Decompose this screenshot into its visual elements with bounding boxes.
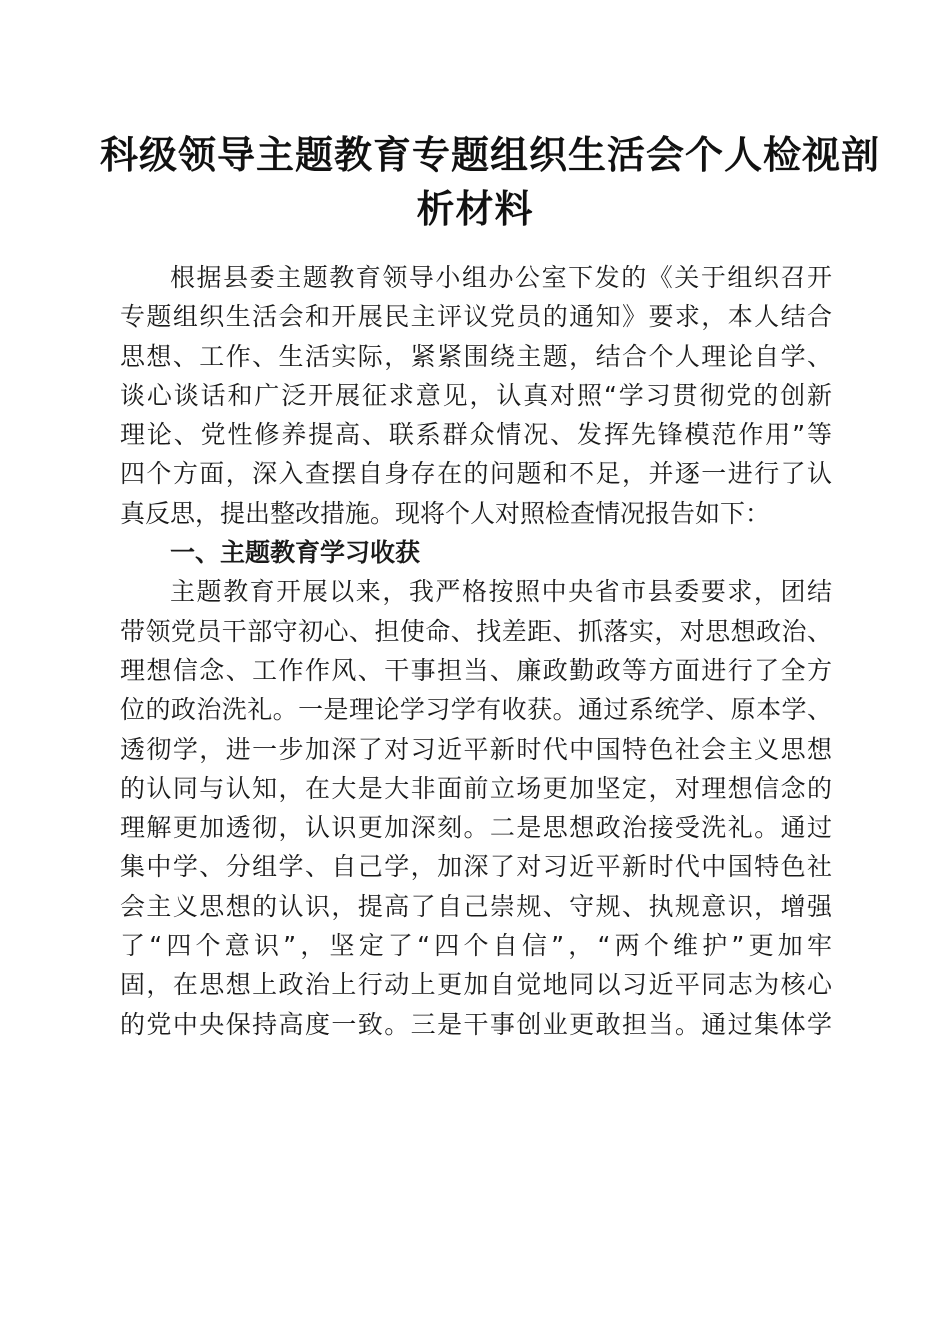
paragraph-section-1 bbox=[120, 572, 832, 1044]
title-line-2: 析材料 bbox=[416, 186, 534, 231]
text-line: 的认同与认知，在大是大非面前立场更加坚定，对理想信念的 bbox=[120, 773, 832, 803]
text-line: 主题教育开展以来，我严格按照中央省市县委要求，团结 bbox=[170, 577, 832, 607]
text-line: 集中学、分组学、自己学，加深了对习近平新时代中国特色社 bbox=[120, 852, 832, 882]
text-line: 透彻学，进一步加深了对习近平新时代中国特色社会主义思想 bbox=[120, 734, 832, 764]
text-line: 了“四个意识”，坚定了“四个自信”，“两个维护”更加牢 bbox=[120, 931, 832, 961]
document-title bbox=[100, 128, 881, 236]
text-line: 的党中央保持高度一致。三是干事创业更敢担当。通过集体学 bbox=[120, 1009, 832, 1039]
text-line: 理论、党性修养提高、联系群众情况、发挥先锋模范作用”等 bbox=[120, 420, 832, 450]
text-line: 思想、工作、生活实际，紧紧围绕主题，结合个人理论自学、 bbox=[120, 341, 832, 371]
text-line: 根据县委主题教育领导小组办公室下发的《关于组织召开 bbox=[170, 263, 832, 292]
text-line: 会主义思想的认识，提高了自己崇规、守规、执规意识，增强 bbox=[120, 891, 832, 921]
title-line-1: 科级领导主题教育专题组织生活会个人检视剖 bbox=[100, 132, 881, 177]
text-line: 理解更加透彻，认识更加深刻。二是思想政治接受洗礼。通过 bbox=[120, 813, 832, 843]
section-heading-1: 一、主题教育学习收获 bbox=[170, 538, 421, 568]
paragraph-intro bbox=[120, 258, 832, 533]
document-body bbox=[120, 258, 832, 1044]
text-line: 真反思，提出整改措施。现将个人对照检查情况报告如下： bbox=[120, 498, 771, 528]
text-line: 谈心谈话和广泛开展征求意见，认真对照“学习贯彻党的创新 bbox=[120, 380, 832, 410]
text-line: 理想信念、工作作风、干事担当、廉政勤政等方面进行了全方 bbox=[120, 655, 832, 685]
text-line: 专题组织生活会和开展民主评议党员的通知》要求，本人结合 bbox=[120, 302, 832, 332]
text-line: 位的政治洗礼。一是理论学习学有收获。通过系统学、原本学、 bbox=[120, 695, 832, 725]
text-line: 固，在思想上政治上行动上更加自觉地同以习近平同志为核心 bbox=[120, 970, 832, 1000]
text-line: 带领党员干部守初心、担使命、找差距、抓落实，对思想政治、 bbox=[120, 616, 832, 646]
text-line: 四个方面，深入查摆自身存在的问题和不足，并逐一进行了认 bbox=[120, 459, 832, 489]
